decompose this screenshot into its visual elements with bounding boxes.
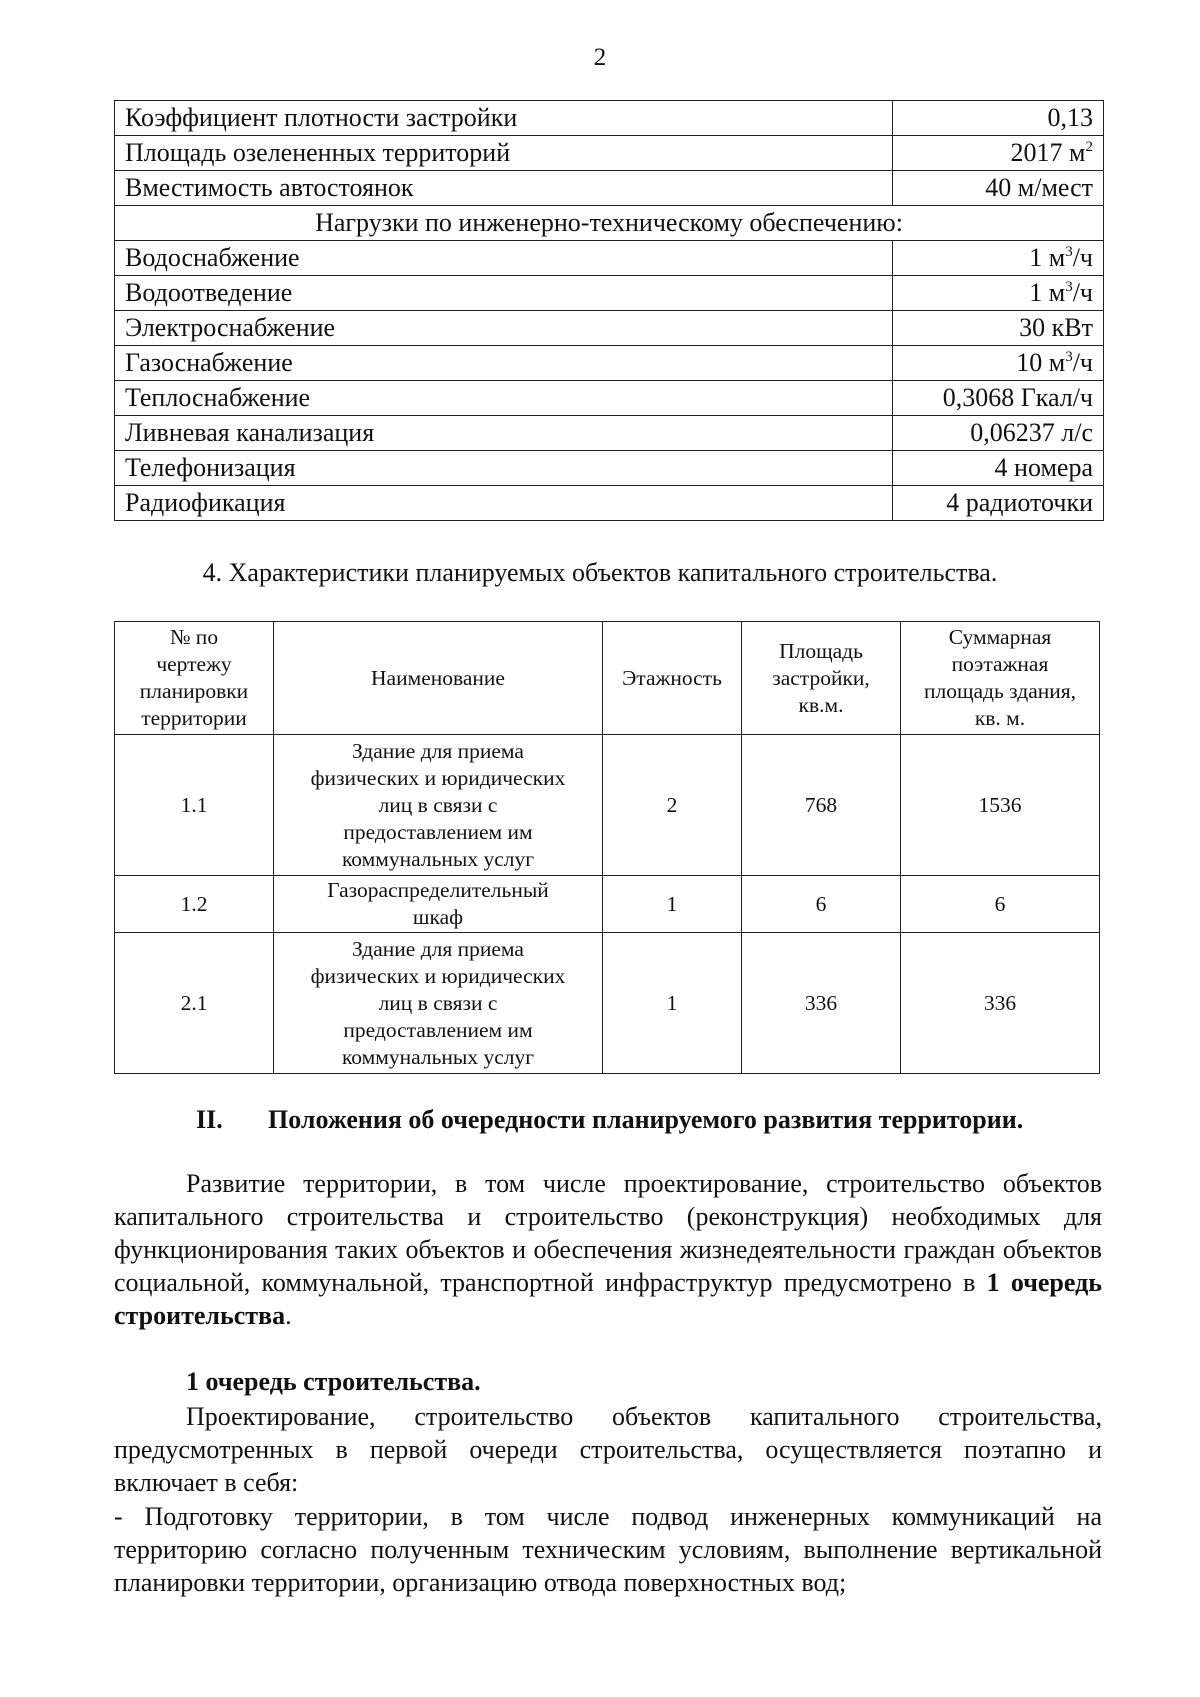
load-label: Теплоснабжение	[115, 381, 893, 416]
cell-name: Здание для приема физических и юридических лиц в связи с предоставлением им коммунальных услуг	[274, 735, 603, 876]
table-row	[115, 171, 1104, 206]
load-value: 10 $м^3/ч$	[893, 346, 1104, 381]
cell-number: 1.2	[115, 876, 274, 933]
table-row	[115, 451, 1104, 486]
cell-floors: 2	[603, 735, 742, 876]
table-row	[115, 486, 1104, 521]
table-row	[115, 136, 1104, 171]
cell-number: 2.1	[115, 933, 274, 1074]
section-title: Положения об очередности планируемого развития территории.	[268, 1105, 1024, 1134]
table-row	[115, 381, 1104, 416]
load-label: Электроснабжение	[115, 311, 893, 346]
table-row	[115, 241, 1104, 276]
table-row	[115, 933, 1100, 1074]
header-cell-floors: Этажность	[603, 622, 742, 735]
header-cell-number: № по чертежу планировки территории	[115, 622, 274, 735]
cell-floors: 1	[603, 933, 742, 1074]
header-cell-area: Площадь застройки, кв.м.	[742, 622, 901, 735]
table-row	[115, 311, 1104, 346]
indicator-value: 0,13	[893, 101, 1104, 136]
load-value: 4 радиоточки	[893, 486, 1104, 521]
load-label: Газоснабжение	[115, 346, 893, 381]
paragraph-development: Развитие территории, в том числе проектирование, строительство объектов капитального строительства и строительство (реконструкция) необходимых для функционирования таких объектов и обеспечения жизнедеятельности граждан объектов социальной, коммунальной, транспортной инфраструктур предусмотрено в 1 очередь строительства.	[114, 1169, 1102, 1330]
load-value: 1 $м^3/ч$	[893, 241, 1104, 276]
cell-name: Здание для приема физических и юридических лиц в связи с предоставлением им коммунальных услуг	[274, 933, 603, 1074]
load-label: Водоснабжение	[115, 241, 893, 276]
header-cell-name: Наименование	[274, 622, 603, 735]
table-row	[115, 206, 1104, 241]
load-label: Телефонизация	[115, 451, 893, 486]
cell-total-area: 336	[901, 933, 1100, 1074]
load-value: 30 кВт	[893, 311, 1104, 346]
table-row	[115, 876, 1100, 933]
indicator-value: 2017 $м^2$	[893, 136, 1104, 171]
stage-heading: 1 очередь строительства.	[186, 1367, 481, 1396]
indicator-label: Вместимость автостоянок	[115, 171, 893, 206]
load-label: Радиофикация	[115, 486, 893, 521]
paragraph-stage-description: Проектирование, строительство объектов капитального строительства, предусмотренных в первой очереди строительства, осуществляется поэтапно и включает в себя:	[114, 1402, 1102, 1497]
indicator-label: Площадь озелененных территорий	[115, 136, 893, 171]
load-label: Водоотведение	[115, 276, 893, 311]
cell-floors: 1	[603, 876, 742, 933]
section-number: II.	[196, 1105, 223, 1134]
indicator-label: Коэффициент плотности застройки	[115, 101, 893, 136]
table-row	[115, 276, 1104, 311]
cell-name: Газораспределительный шкаф	[274, 876, 603, 933]
table-row	[115, 416, 1104, 451]
indicators-table	[114, 100, 1104, 521]
cell-total-area: 6	[901, 876, 1100, 933]
cell-area: 336	[742, 933, 901, 1074]
cell-number: 1.1	[115, 735, 274, 876]
load-value: 1 $м^3/ч$	[893, 276, 1104, 311]
cell-area: 768	[742, 735, 901, 876]
load-value: 0,3068 Гкал/ч	[893, 381, 1104, 416]
loads-heading: Нагрузки по инженерно-техническому обеспечению:	[115, 206, 1104, 241]
paragraph-site-preparation: - Подготовку территории, в том числе подвод инженерных коммуникаций на территорию согласно полученным техническим условиям, выполнение вертикальной планировки территории, организацию отвода поверхностных вод;	[114, 1502, 1102, 1597]
table-header-row	[115, 622, 1100, 735]
page-number: 2	[593, 44, 607, 71]
section-heading	[196, 1105, 1023, 1135]
header-cell-total-area: Суммарная поэтажная площадь здания, кв. м.	[901, 622, 1100, 735]
indicator-value: 40 м/мест	[893, 171, 1104, 206]
table-caption: 4. Характеристики планируемых объектов капитального строительства.	[202, 558, 998, 587]
cell-area: 6	[742, 876, 901, 933]
table-row	[115, 346, 1104, 381]
table-row	[115, 101, 1104, 136]
table-row	[115, 735, 1100, 876]
objects-table	[114, 621, 1100, 1074]
load-value: 4 номера	[893, 451, 1104, 486]
load-value: 0,06237 л/с	[893, 416, 1104, 451]
cell-total-area: 1536	[901, 735, 1100, 876]
load-label: Ливневая канализация	[115, 416, 893, 451]
